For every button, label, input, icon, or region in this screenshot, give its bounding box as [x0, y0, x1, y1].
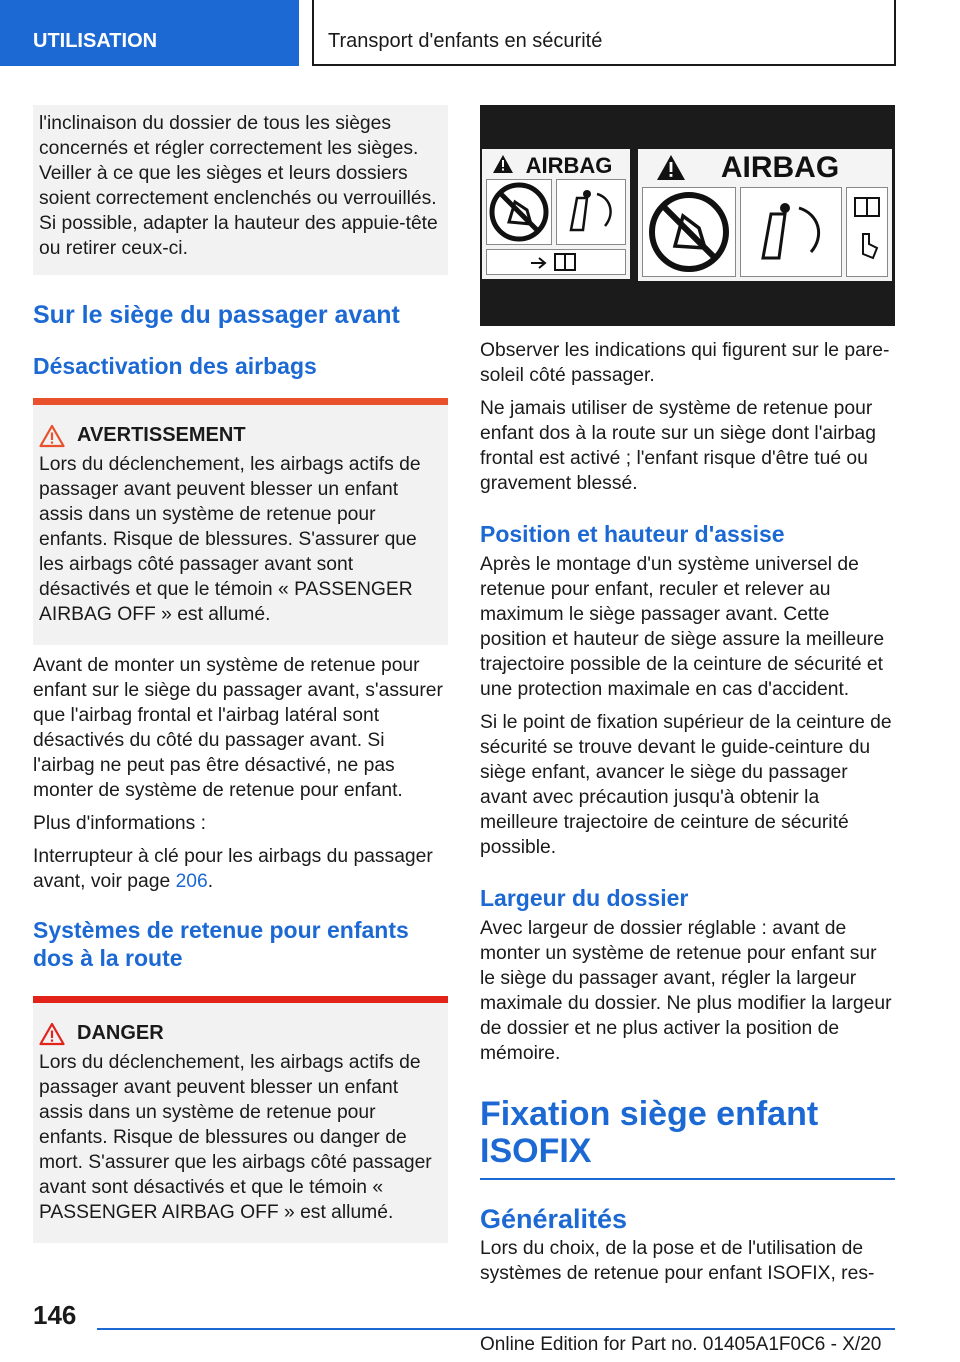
- no-child-seat-icon: [486, 179, 552, 245]
- heading-front-seat: Sur le siège du passager avant: [33, 301, 400, 329]
- danger-triangle-icon: [39, 1022, 65, 1046]
- danger-title: DANGER: [77, 1022, 164, 1044]
- manual-hand-icon: [846, 187, 888, 277]
- isofix-rule: [480, 1178, 895, 1180]
- paragraph-before-mounting: Avant de monter un système de retenue pour enfant sur le siège du passager avant, s'assurer que l'airbag frontal et l'airbag latéral sont désactivés du côté du passager avant. Si l'airbag ne peut pas être désactivé, ne pas monter de système de retenue pour enfant.: [33, 655, 443, 801]
- chapter-title: Transport d'enfants en sécurité: [312, 0, 896, 66]
- page-footer: [0, 1290, 960, 1362]
- page-206-link[interactable]: 206: [175, 871, 208, 892]
- airbag-label-small-text: AIRBAG: [525, 153, 613, 178]
- right-column: [480, 105, 895, 1286]
- airbag-warning-icon-large: [656, 154, 686, 181]
- airbag-warning-icon: [492, 154, 514, 174]
- page-number: 146: [33, 1300, 77, 1330]
- airbag-seat-icon-large: [740, 187, 842, 277]
- airbag-seat-icon: [556, 179, 626, 245]
- warning-bar: [33, 398, 448, 405]
- airbag-label-photo: [480, 105, 895, 326]
- paragraph-anchor-point: Si le point de fixation supérieur de la ceinture de sécurité se trouve devant le guide-ceinture du siège enfant, avancer le siège du passager avant avec précaution jusqu'à obtenir la meilleure trajectoire de ceinture de sécurité possible.: [480, 712, 892, 858]
- paragraph-backrest-width: Avec largeur de dossier réglable : avant de monter un système de retenue pour enfant sur le siège du passager avant, régler la largeur maximale du dossier. Ne plus modifier la largeur de dossier et ne plus activer la position de mémoire.: [480, 918, 892, 1064]
- page-header: [0, 0, 960, 66]
- edition-text: Online Edition for Part no. 01405A1F0C6 - X/20: [480, 1334, 882, 1355]
- heading-position: Position et hauteur d'assise: [480, 521, 785, 547]
- warning-triangle-icon: [39, 424, 65, 448]
- heading-isofix: Fixation siège enfant ISOFIX: [480, 1095, 819, 1170]
- heading-general: Généralités: [480, 1204, 628, 1234]
- airbag-label-small: [482, 149, 630, 279]
- danger-text: Lors du déclenchement, les airbags actifs de passager avant peuvent blesser un enfant assis dans un système de retenue pour enfants. Risque de blessures ou danger de mort. S'assurer que les airbags côté passager avant sont désactivés et que le témoin « PASSENGER AIRBAG OFF » est allumé.: [39, 1052, 432, 1223]
- heading-deactivation: Désactivation des airbags: [33, 353, 317, 379]
- intro-text: l'inclinaison du dossier de tous les sièges concernés et régler correctement les sièges. Veiller à ce que les sièges et leurs dossiers soient correctement enclenchés ou verrouillés. Si possible, adapter la hauteur des appuie-tête ou retirer ceux-ci.: [39, 113, 438, 259]
- footer-rule: [97, 1328, 895, 1330]
- paragraph-sun-visor: Observer les indications qui figurent sur le pare-soleil côté passager.: [480, 340, 890, 386]
- airbag-label-large-text: AIRBAG: [720, 151, 840, 184]
- paragraph-key-switch: Interrupteur à clé pour les airbags du passager avant, voir page 206.: [33, 846, 433, 892]
- danger-box: [33, 996, 448, 1243]
- heading-backrest-width: Largeur du dossier: [480, 885, 689, 911]
- intro-box: [33, 105, 448, 275]
- paragraph-more-info: Plus d'informations :: [33, 813, 207, 834]
- danger-bar: [33, 996, 448, 1003]
- paragraph-isofix-choice: Lors du choix, de la pose et de l'utilisation de systèmes de retenue pour enfant ISOFIX, res-: [480, 1238, 875, 1284]
- section-label: UTILISATION: [0, 0, 299, 66]
- manual-reference-icon: [486, 249, 626, 275]
- no-child-seat-icon-large: [642, 187, 736, 277]
- left-column: [33, 105, 448, 1243]
- airbag-label-large: [638, 149, 892, 281]
- warning-text: Lors du déclenchement, les airbags actifs de passager avant peuvent blesser un enfant assis dans un système de retenue pour enfants. Risque de blessures. S'assurer que les airbags côté passager avant sont désactivés et que le témoin « PASSENGER AIRBAG OFF » est allumé.: [39, 454, 421, 625]
- paragraph-never-use: Ne jamais utiliser de système de retenue pour enfant dos à la route sur un siège dont l'airbag frontal est activé ; l'enfant risque d'être tué ou gravement blessé.: [480, 398, 876, 494]
- warning-title: AVERTISSEMENT: [77, 424, 246, 446]
- warning-box: [33, 398, 448, 645]
- heading-rear-facing: Systèmes de retenue pour enfants dos à la route: [33, 917, 409, 971]
- paragraph-after-mounting: Après le montage d'un système universel de retenue pour enfant, reculer et relever au maximum le siège passager avant. Cette position et hauteur de siège assure la meilleure trajectoire possible de la ceinture de sécurité et une protection maximale en cas d'accident.: [480, 554, 885, 700]
